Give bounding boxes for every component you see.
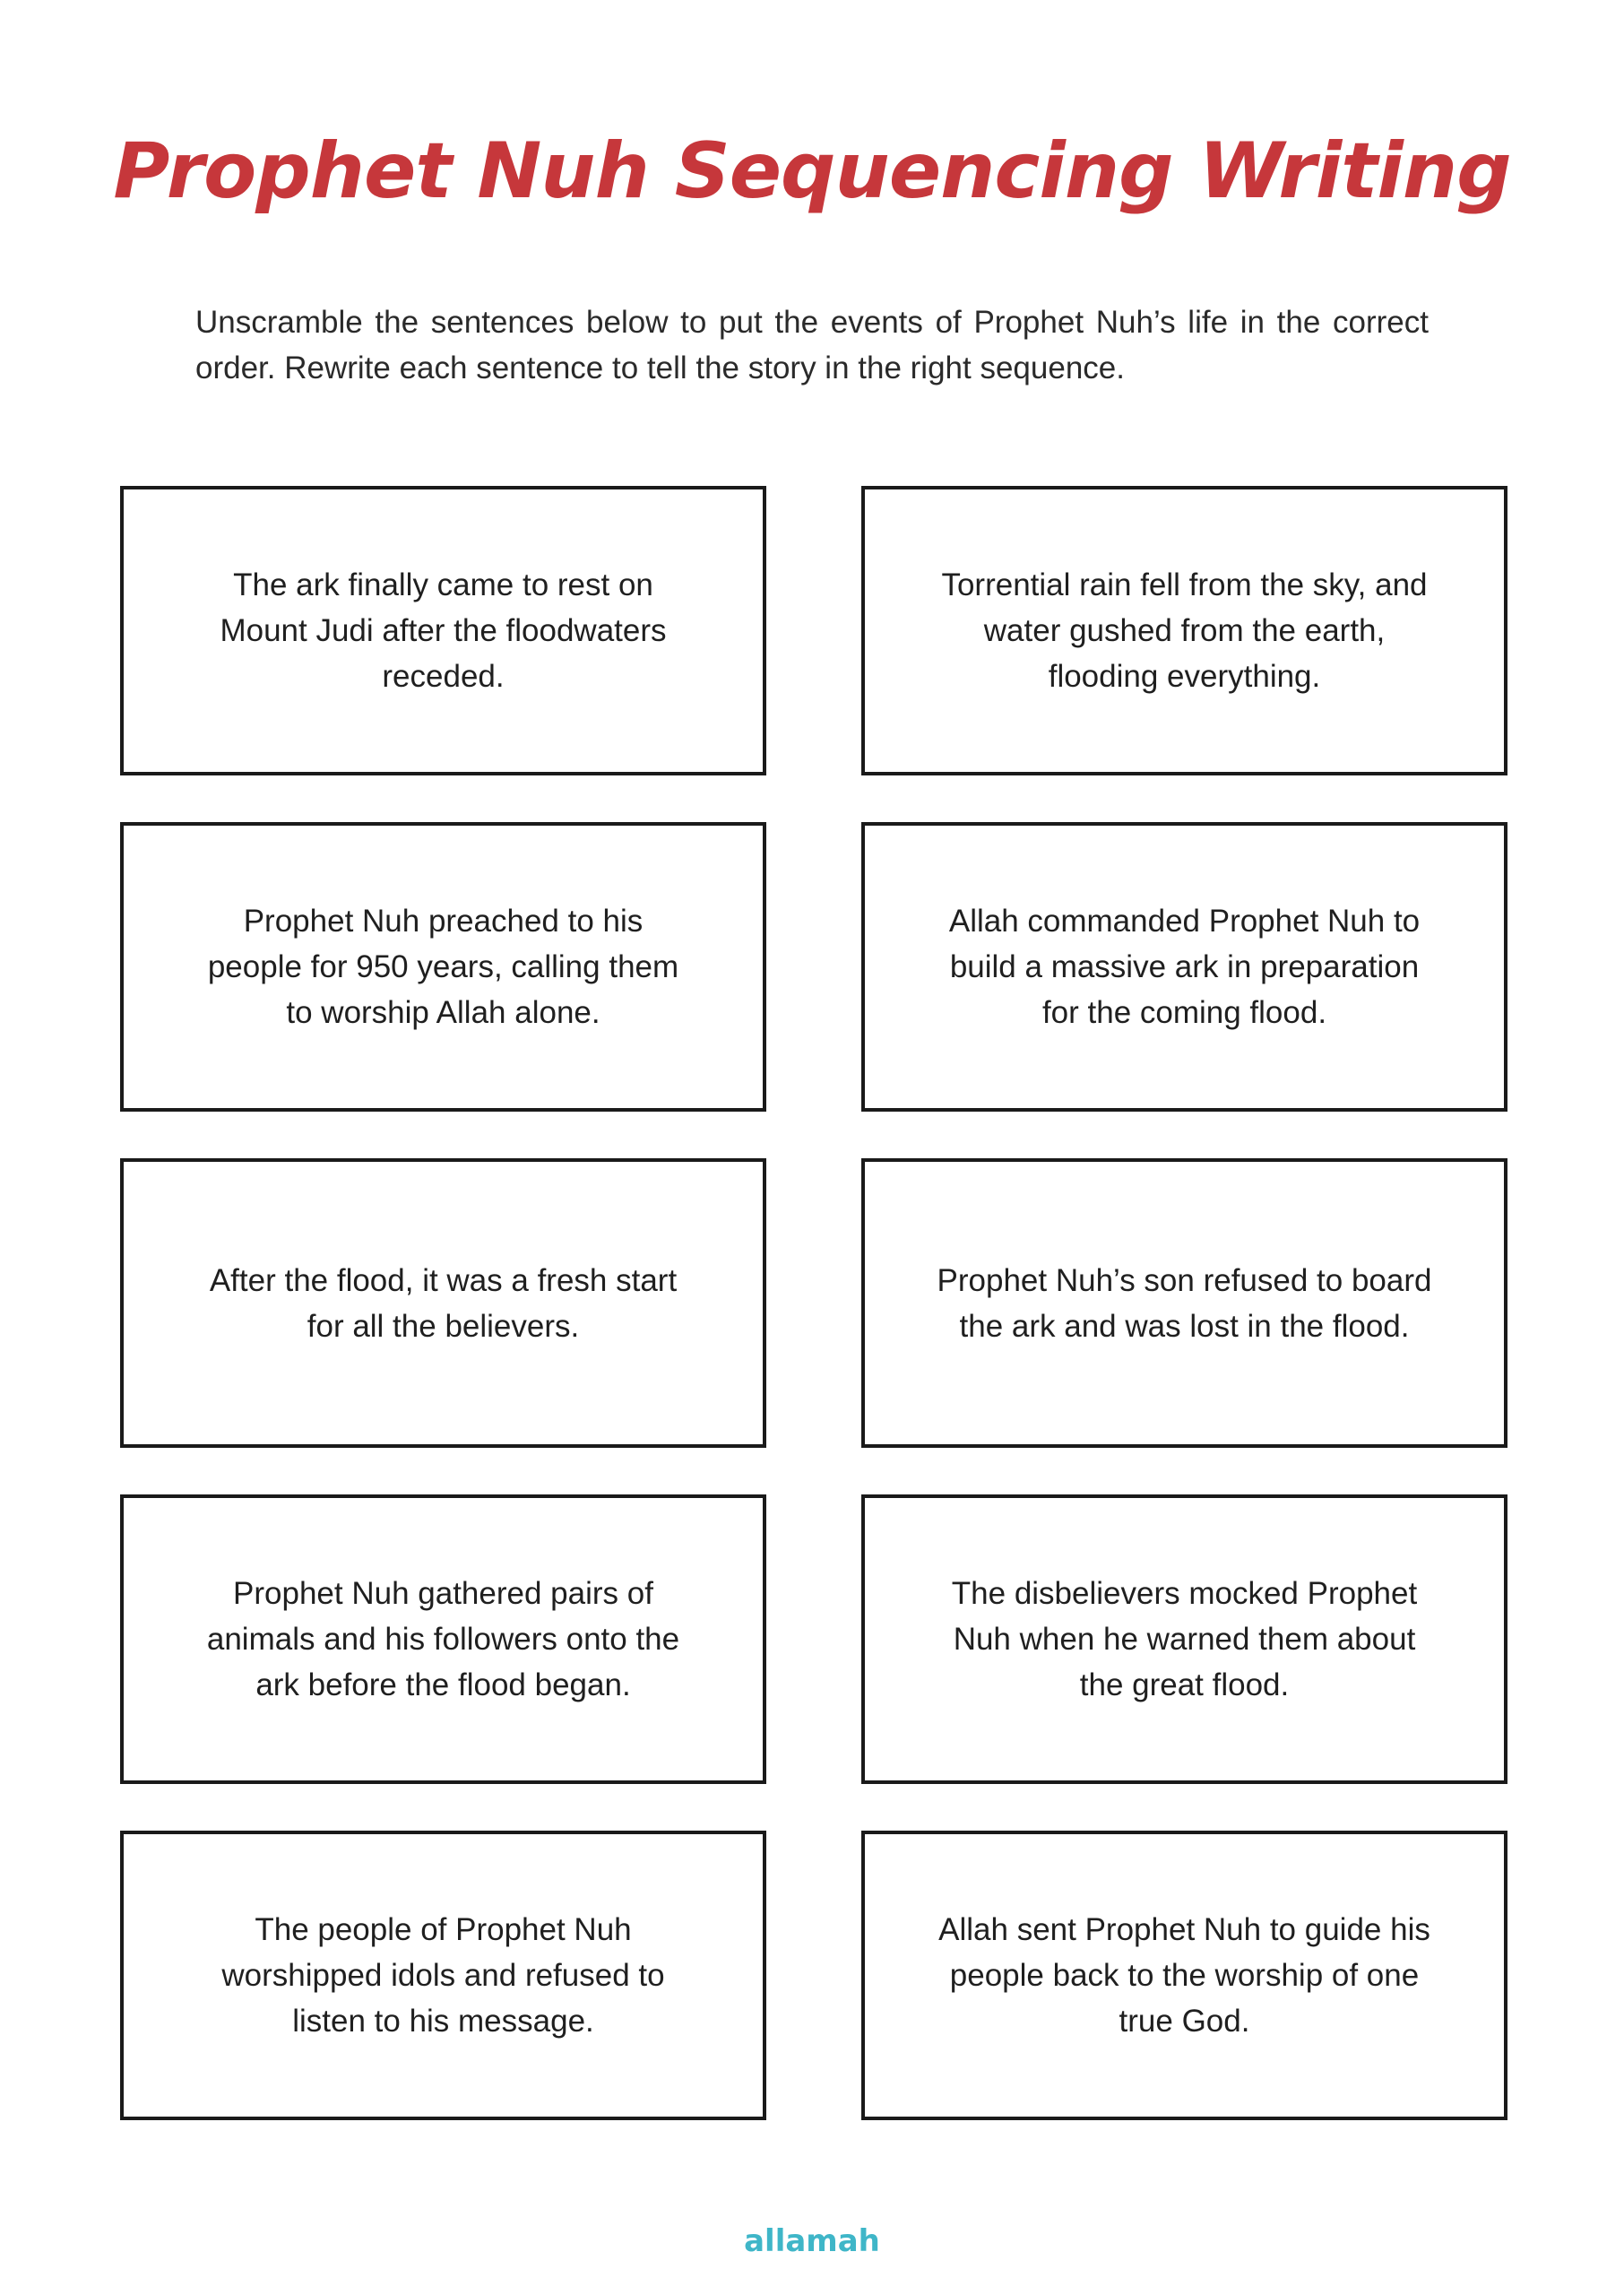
sentence-card-text: Allah sent Prophet Nuh to guide his people back to the worship of one true God.	[938, 1912, 1430, 2039]
sentence-card-text: The people of Prophet Nuh worshipped idols and refused to listen to his message.	[221, 1912, 665, 2039]
sentence-card	[120, 1831, 766, 2120]
brand-logo: allamah	[744, 2223, 880, 2259]
sentence-card-text: Prophet Nuh’s son refused to board the ark and was lost in the flood.	[937, 1262, 1432, 1344]
sentence-card	[861, 486, 1507, 775]
sentence-card	[120, 1158, 766, 1448]
sentence-card-text: The ark finally came to rest on Mount Judi after the floodwaters receded.	[220, 567, 667, 694]
sentence-card	[861, 1158, 1507, 1448]
sentence-card-text: Prophet Nuh preached to his people for 950 years, calling them to worship Allah alone.	[207, 904, 679, 1030]
instructions-text: Unscramble the sentences below to put the events of Prophet Nuh’s life in the correct order. Rewrite each sentence to tell the story in the right sequence.	[195, 305, 1429, 385]
page-title: Prophet Nuh Sequencing Writing	[113, 126, 1511, 216]
sentence-card	[120, 486, 766, 775]
sentence-card-text: Torrential rain fell from the sky, and water gushed from the earth, flooding everything.	[941, 567, 1428, 694]
sentence-card	[861, 1494, 1507, 1784]
sentence-cards-grid	[120, 486, 1507, 2120]
sentence-card-text: Prophet Nuh gathered pairs of animals and his followers onto the ark before the flood began.	[206, 1576, 680, 1702]
sentence-card-text: After the flood, it was a fresh start for all the believers.	[209, 1262, 678, 1344]
sentence-card-text: The disbelievers mocked Prophet Nuh when he warned them about the great flood.	[951, 1576, 1418, 1702]
sentence-card-text: Allah commanded Prophet Nuh to build a massive ark in preparation for the coming flood.	[948, 904, 1421, 1030]
sentence-card	[861, 822, 1507, 1112]
sentence-card	[120, 822, 766, 1112]
sentence-card	[120, 1494, 766, 1784]
sentence-card	[861, 1831, 1507, 2120]
